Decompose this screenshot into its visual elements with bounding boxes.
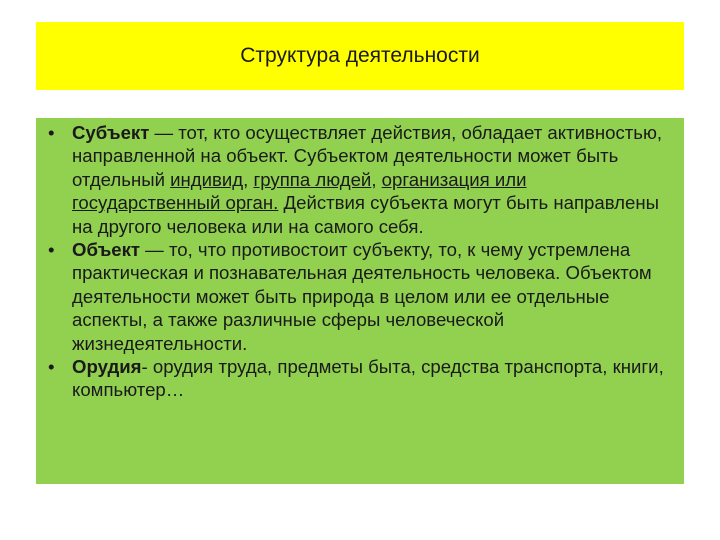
bullet-item-subject [42, 121, 676, 238]
slide-title-bar [36, 22, 684, 90]
link-individual[interactable]: индивид [170, 168, 244, 190]
term-tools: Орудия [72, 356, 142, 378]
subject-separator-2: , [371, 168, 382, 190]
term-object: Объект [72, 239, 141, 261]
bullet-dot-icon: • [48, 122, 55, 143]
term-subject: Субъект [72, 122, 150, 143]
subject-separator-1: , [243, 168, 254, 190]
bullet-item-tools [42, 355, 676, 402]
subject-text-2: Действия субъекта могут быть направлены на другого человека или на самого себя. [72, 192, 659, 237]
link-organization-or-state-body[interactable]: организация или государственный орган. [72, 168, 527, 214]
link-group-of-people[interactable]: группа людей [253, 168, 372, 190]
bullet-dot-icon: • [48, 239, 55, 261]
bullet-list [42, 121, 676, 402]
bullet-dot-icon: • [48, 356, 55, 378]
subject-text-1: — тот, кто осуществляет действия, обладает активностью, направленной на объект. Субъектом деятельности может быть отдельный [72, 122, 663, 190]
bullet-item-object [42, 238, 676, 355]
slide-content-box [36, 118, 684, 484]
slide-title: Структура деятельности [240, 44, 480, 67]
object-text: — то, что противостоит субъекту, то, к чему устремлена практическая и познавательная деятельность человека. Объектом деятельности может быть природа в целом или ее отдельные аспекты, а также различные сферы человеческой жизнедеятельности. [72, 239, 652, 354]
tools-text: - орудия труда, предметы быта, средства транспорта, книги, компьютер… [72, 356, 664, 401]
